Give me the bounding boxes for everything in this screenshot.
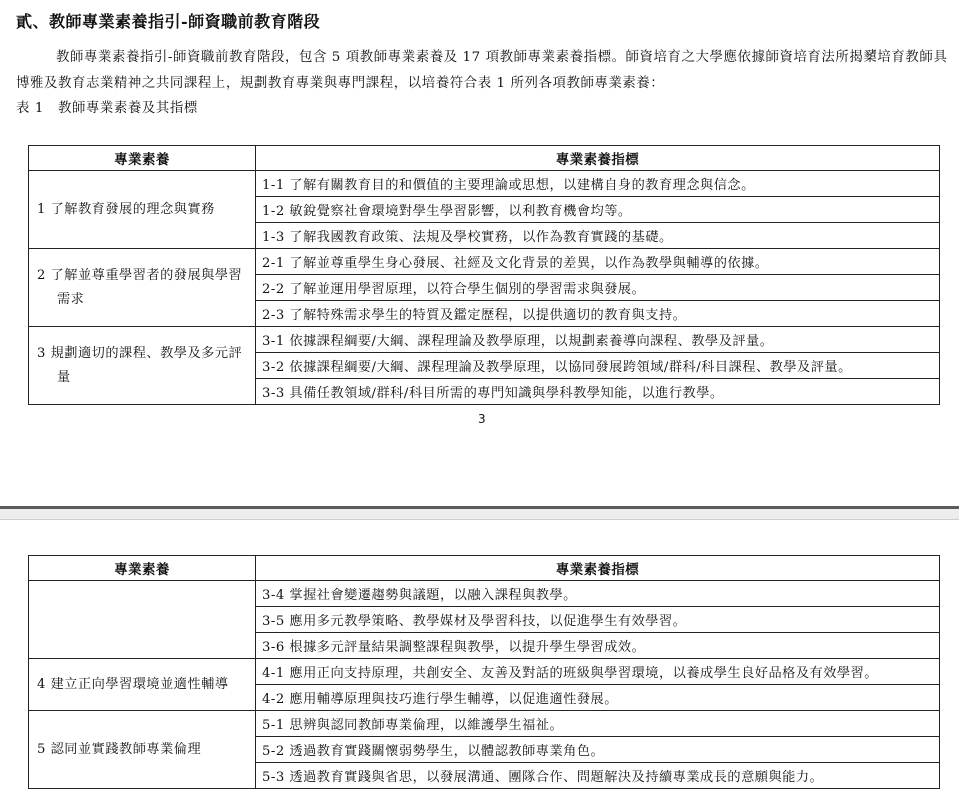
indicator-cell: 3-1 依據課程綱要/大綱、課程理論及教學原理，以規劃素養導向課程、教學及評量。: [256, 327, 940, 353]
competency-text: 2 了解並尊重學習者的發展與學習需求: [37, 267, 243, 307]
page-number: 3: [478, 412, 486, 426]
table-header-row: [29, 556, 940, 581]
table-caption: 表 1 教師專業素養及其指標: [16, 101, 198, 116]
table-row: [29, 171, 940, 197]
indicator-cell: 4-1 應用正向支持原理，共創安全、友善及對話的班級與學習環境，以養成學生良好品格及有效學習。: [256, 659, 940, 685]
competency-text: 3 規劃適切的課程、教學及多元評量: [37, 345, 243, 385]
competency-cell: 5 認同並實踐教師專業倫理: [29, 711, 256, 789]
indicator-cell: 1-3 了解我國教育政策、法規及學校實務，以作為教育實踐的基礎。: [256, 223, 940, 249]
indicator-cell: 2-1 了解並尊重學生身心發展、社經及文化背景的差異，以作為教學與輔導的依據。: [256, 249, 940, 275]
table-header-row: [29, 146, 940, 171]
table-row: [29, 711, 940, 737]
competency-cell: 4 建立正向學習環境並適性輔導: [29, 659, 256, 711]
header-indicator: 專業素養指標: [256, 146, 940, 171]
indicator-cell: 3-5 應用多元教學策略、教學媒材及學習科技，以促進學生有效學習。: [256, 607, 940, 633]
indicator-cell: 4-2 應用輔導原理與技巧進行學生輔導，以促進適性發展。: [256, 685, 940, 711]
table-row: [29, 581, 940, 607]
page-separator: [0, 506, 959, 520]
table-row: [29, 249, 940, 275]
competency-cell: [29, 581, 256, 659]
indicator-cell: 2-3 了解特殊需求學生的特質及鑑定歷程，以提供適切的教育與支持。: [256, 301, 940, 327]
header-indicator: 專業素養指標: [256, 556, 940, 581]
intro-paragraph: 教師專業素養指引-師資職前教育階段，包含 5 項教師專業素養及 17 項教師專業素養指標。師資培育之大學應依據師資培育法所揭櫫培育教師具博雅及教育志業精神之共同課程上，規劃教育專業與專門課程，以培養符合表 1 所列各項教師專業素養：: [16, 50, 948, 91]
competency-cell: 1 了解教育發展的理念與實務: [29, 171, 256, 249]
header-competency: 專業素養: [29, 146, 256, 171]
indicator-cell: 3-4 掌握社會變遷趨勢與議題，以融入課程與教學。: [256, 581, 940, 607]
section-title: 貳、教師專業素養指引-師資職前教育階段: [16, 12, 321, 31]
table-row: [29, 659, 940, 685]
indicator-cell: 3-6 根據多元評量結果調整課程與教學，以提升學生學習成效。: [256, 633, 940, 659]
header-competency: 專業素養: [29, 556, 256, 581]
competency-cell: [29, 327, 256, 405]
indicator-cell: 1-2 敏銳覺察社會環境對學生學習影響，以利教育機會均等。: [256, 197, 940, 223]
indicator-cell: 3-2 依據課程綱要/大綱、課程理論及教學原理，以協同發展跨領域/群科/科目課程、教學及評量。: [256, 353, 940, 379]
indicator-cell: 2-2 了解並運用學習原理，以符合學生個別的學習需求與發展。: [256, 275, 940, 301]
table-row: [29, 327, 940, 353]
indicator-cell: 3-3 具備任教領域/群科/科目所需的專門知識與學科教學知能，以進行教學。: [256, 379, 940, 405]
indicator-cell: 5-2 透過教育實踐關懷弱勢學生，以體認教師專業角色。: [256, 737, 940, 763]
indicator-cell: 5-3 透過教育實踐與省思，以發展溝通、團隊合作、問題解決及持續專業成長的意願與能力。: [256, 763, 940, 789]
indicator-cell: 5-1 思辨與認同教師專業倫理，以維護學生福祉。: [256, 711, 940, 737]
competency-table-page-1: [28, 145, 940, 405]
indicator-cell: 1-1 了解有關教育目的和價值的主要理論或思想，以建構自身的教育理念與信念。: [256, 171, 940, 197]
document-page-2: [0, 520, 959, 807]
competency-cell: [29, 249, 256, 327]
competency-table-page-2: [28, 555, 940, 789]
